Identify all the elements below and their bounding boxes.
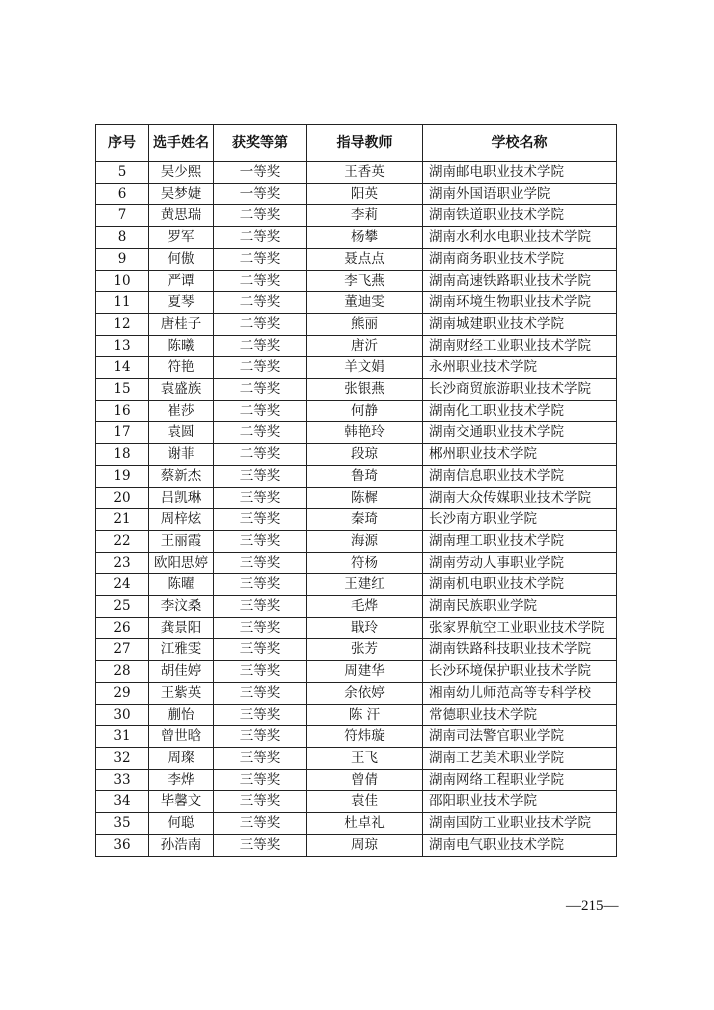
contestant-name: 蒯怡 bbox=[149, 704, 214, 726]
contestant-name: 陈曜 bbox=[149, 574, 214, 596]
table-row bbox=[96, 661, 617, 683]
row-number: 24 bbox=[96, 574, 149, 596]
school-name: 邵阳职业技术学院 bbox=[423, 791, 617, 813]
contestant-name: 周璨 bbox=[149, 747, 214, 769]
instructor-name: 唐沂 bbox=[307, 335, 423, 357]
contestant-name: 陈曦 bbox=[149, 335, 214, 357]
award-level: 二等奖 bbox=[214, 248, 307, 270]
table-row bbox=[96, 791, 617, 813]
instructor-name: 戢玲 bbox=[307, 617, 423, 639]
header-contestant-name: 选手姓名 bbox=[149, 125, 214, 162]
table-row bbox=[96, 704, 617, 726]
table-row bbox=[96, 487, 617, 509]
school-name: 湖南外国语职业学院 bbox=[423, 183, 617, 205]
table-row bbox=[96, 400, 617, 422]
contestant-name: 李烨 bbox=[149, 769, 214, 791]
row-number: 19 bbox=[96, 465, 149, 487]
award-level: 三等奖 bbox=[214, 661, 307, 683]
award-level: 二等奖 bbox=[214, 335, 307, 357]
row-number: 7 bbox=[96, 205, 149, 227]
row-number: 12 bbox=[96, 313, 149, 335]
award-level: 二等奖 bbox=[214, 422, 307, 444]
school-name: 湖南环境生物职业技术学院 bbox=[423, 292, 617, 314]
table-row bbox=[96, 682, 617, 704]
contestant-name: 吕凯琳 bbox=[149, 487, 214, 509]
awards-table bbox=[95, 124, 617, 857]
table-row bbox=[96, 292, 617, 314]
row-number: 31 bbox=[96, 726, 149, 748]
school-name: 湖南理工职业技术学院 bbox=[423, 530, 617, 552]
award-level: 三等奖 bbox=[214, 791, 307, 813]
instructor-name: 符炜璇 bbox=[307, 726, 423, 748]
instructor-name: 海源 bbox=[307, 530, 423, 552]
row-number: 21 bbox=[96, 509, 149, 531]
instructor-name: 董迪雯 bbox=[307, 292, 423, 314]
instructor-name: 周琼 bbox=[307, 834, 423, 856]
school-name: 湖南邮电职业技术学院 bbox=[423, 162, 617, 184]
award-level: 三等奖 bbox=[214, 552, 307, 574]
row-number: 28 bbox=[96, 661, 149, 683]
row-number: 5 bbox=[96, 162, 149, 184]
row-number: 22 bbox=[96, 530, 149, 552]
instructor-name: 段琼 bbox=[307, 444, 423, 466]
school-name: 湖南高速铁路职业技术学院 bbox=[423, 270, 617, 292]
award-level: 三等奖 bbox=[214, 639, 307, 661]
page-number: —215— bbox=[566, 898, 619, 914]
row-number: 8 bbox=[96, 227, 149, 249]
instructor-name: 杜卓礼 bbox=[307, 813, 423, 835]
row-number: 16 bbox=[96, 400, 149, 422]
award-level: 三等奖 bbox=[214, 769, 307, 791]
table-row bbox=[96, 248, 617, 270]
school-name: 湖南电气职业技术学院 bbox=[423, 834, 617, 856]
award-level: 三等奖 bbox=[214, 682, 307, 704]
row-number: 32 bbox=[96, 747, 149, 769]
table-row bbox=[96, 834, 617, 856]
contestant-name: 崔莎 bbox=[149, 400, 214, 422]
instructor-name: 何静 bbox=[307, 400, 423, 422]
instructor-name: 王飞 bbox=[307, 747, 423, 769]
award-level: 二等奖 bbox=[214, 270, 307, 292]
contestant-name: 孙浩南 bbox=[149, 834, 214, 856]
row-number: 26 bbox=[96, 617, 149, 639]
instructor-name: 符杨 bbox=[307, 552, 423, 574]
table-row bbox=[96, 639, 617, 661]
row-number: 36 bbox=[96, 834, 149, 856]
school-name: 湖南交通职业技术学院 bbox=[423, 422, 617, 444]
table-row bbox=[96, 726, 617, 748]
instructor-name: 李莉 bbox=[307, 205, 423, 227]
contestant-name: 何聪 bbox=[149, 813, 214, 835]
contestant-name: 蔡新杰 bbox=[149, 465, 214, 487]
row-number: 33 bbox=[96, 769, 149, 791]
row-number: 29 bbox=[96, 682, 149, 704]
table-row bbox=[96, 227, 617, 249]
instructor-name: 陈樨 bbox=[307, 487, 423, 509]
instructor-name: 韩艳玲 bbox=[307, 422, 423, 444]
award-level: 三等奖 bbox=[214, 704, 307, 726]
header-number: 序号 bbox=[96, 125, 149, 162]
table-row bbox=[96, 422, 617, 444]
award-level: 一等奖 bbox=[214, 183, 307, 205]
table-row bbox=[96, 574, 617, 596]
table-row bbox=[96, 205, 617, 227]
instructor-name: 聂点点 bbox=[307, 248, 423, 270]
instructor-name: 羊文娟 bbox=[307, 357, 423, 379]
row-number: 9 bbox=[96, 248, 149, 270]
table-row bbox=[96, 270, 617, 292]
contestant-name: 何傲 bbox=[149, 248, 214, 270]
award-level: 三等奖 bbox=[214, 834, 307, 856]
header-instructor: 指导教师 bbox=[307, 125, 423, 162]
contestant-name: 毕馨文 bbox=[149, 791, 214, 813]
row-number: 15 bbox=[96, 379, 149, 401]
contestant-name: 曾世晗 bbox=[149, 726, 214, 748]
header-row bbox=[96, 125, 617, 162]
table-row bbox=[96, 617, 617, 639]
award-level: 二等奖 bbox=[214, 227, 307, 249]
school-name: 郴州职业技术学院 bbox=[423, 444, 617, 466]
award-level: 二等奖 bbox=[214, 313, 307, 335]
instructor-name: 陈 汗 bbox=[307, 704, 423, 726]
instructor-name: 毛烨 bbox=[307, 596, 423, 618]
instructor-name: 曾倩 bbox=[307, 769, 423, 791]
table-row bbox=[96, 747, 617, 769]
row-number: 10 bbox=[96, 270, 149, 292]
contestant-name: 胡佳婷 bbox=[149, 661, 214, 683]
school-name: 湖南网络工程职业学院 bbox=[423, 769, 617, 791]
award-level: 二等奖 bbox=[214, 379, 307, 401]
school-name: 永州职业技术学院 bbox=[423, 357, 617, 379]
contestant-name: 符艳 bbox=[149, 357, 214, 379]
instructor-name: 熊丽 bbox=[307, 313, 423, 335]
table-row bbox=[96, 162, 617, 184]
header-award-level: 获奖等第 bbox=[214, 125, 307, 162]
award-level: 三等奖 bbox=[214, 487, 307, 509]
table-header bbox=[96, 125, 617, 162]
table-row bbox=[96, 444, 617, 466]
instructor-name: 王建红 bbox=[307, 574, 423, 596]
awards-table-container bbox=[95, 124, 616, 857]
school-name: 湖南大众传媒职业技术学院 bbox=[423, 487, 617, 509]
school-name: 湖南机电职业技术学院 bbox=[423, 574, 617, 596]
school-name: 湖南水利水电职业技术学院 bbox=[423, 227, 617, 249]
award-level: 三等奖 bbox=[214, 574, 307, 596]
row-number: 13 bbox=[96, 335, 149, 357]
instructor-name: 秦琦 bbox=[307, 509, 423, 531]
school-name: 长沙南方职业学院 bbox=[423, 509, 617, 531]
contestant-name: 袁盛族 bbox=[149, 379, 214, 401]
award-level: 三等奖 bbox=[214, 813, 307, 835]
instructor-name: 阳英 bbox=[307, 183, 423, 205]
award-level: 二等奖 bbox=[214, 292, 307, 314]
table-row bbox=[96, 596, 617, 618]
award-level: 三等奖 bbox=[214, 530, 307, 552]
award-level: 三等奖 bbox=[214, 465, 307, 487]
award-level: 三等奖 bbox=[214, 596, 307, 618]
award-level: 二等奖 bbox=[214, 444, 307, 466]
award-level: 三等奖 bbox=[214, 509, 307, 531]
school-name: 湖南财经工业职业技术学院 bbox=[423, 335, 617, 357]
award-level: 二等奖 bbox=[214, 400, 307, 422]
contestant-name: 李汶桑 bbox=[149, 596, 214, 618]
table-row bbox=[96, 379, 617, 401]
contestant-name: 黄思瑞 bbox=[149, 205, 214, 227]
instructor-name: 张银燕 bbox=[307, 379, 423, 401]
school-name: 长沙商贸旅游职业技术学院 bbox=[423, 379, 617, 401]
school-name: 湖南铁路科技职业技术学院 bbox=[423, 639, 617, 661]
row-number: 23 bbox=[96, 552, 149, 574]
instructor-name: 李飞燕 bbox=[307, 270, 423, 292]
school-name: 湘南幼儿师范高等专科学校 bbox=[423, 682, 617, 704]
row-number: 34 bbox=[96, 791, 149, 813]
contestant-name: 周梓炫 bbox=[149, 509, 214, 531]
table-body bbox=[96, 162, 617, 857]
school-name: 长沙环境保护职业技术学院 bbox=[423, 661, 617, 683]
award-level: 二等奖 bbox=[214, 205, 307, 227]
row-number: 25 bbox=[96, 596, 149, 618]
contestant-name: 夏琴 bbox=[149, 292, 214, 314]
school-name: 湖南城建职业技术学院 bbox=[423, 313, 617, 335]
header-school-name: 学校名称 bbox=[423, 125, 617, 162]
table-row bbox=[96, 183, 617, 205]
row-number: 35 bbox=[96, 813, 149, 835]
instructor-name: 余依婷 bbox=[307, 682, 423, 704]
table-row bbox=[96, 813, 617, 835]
row-number: 27 bbox=[96, 639, 149, 661]
school-name: 湖南司法警官职业学院 bbox=[423, 726, 617, 748]
school-name: 湖南信息职业技术学院 bbox=[423, 465, 617, 487]
instructor-name: 王香英 bbox=[307, 162, 423, 184]
contestant-name: 龚景阳 bbox=[149, 617, 214, 639]
school-name: 湖南民族职业学院 bbox=[423, 596, 617, 618]
award-level: 三等奖 bbox=[214, 617, 307, 639]
school-name: 湖南工艺美术职业学院 bbox=[423, 747, 617, 769]
contestant-name: 严谭 bbox=[149, 270, 214, 292]
school-name: 湖南劳动人事职业学院 bbox=[423, 552, 617, 574]
award-level: 三等奖 bbox=[214, 747, 307, 769]
row-number: 18 bbox=[96, 444, 149, 466]
row-number: 17 bbox=[96, 422, 149, 444]
table-row bbox=[96, 313, 617, 335]
contestant-name: 王紫英 bbox=[149, 682, 214, 704]
table-row bbox=[96, 509, 617, 531]
instructor-name: 张芳 bbox=[307, 639, 423, 661]
school-name: 常德职业技术学院 bbox=[423, 704, 617, 726]
contestant-name: 王丽霞 bbox=[149, 530, 214, 552]
row-number: 30 bbox=[96, 704, 149, 726]
contestant-name: 谢菲 bbox=[149, 444, 214, 466]
table-row bbox=[96, 465, 617, 487]
school-name: 湖南铁道职业技术学院 bbox=[423, 205, 617, 227]
row-number: 14 bbox=[96, 357, 149, 379]
contestant-name: 江雅雯 bbox=[149, 639, 214, 661]
award-level: 三等奖 bbox=[214, 726, 307, 748]
contestant-name: 罗军 bbox=[149, 227, 214, 249]
school-name: 张家界航空工业职业技术学院 bbox=[423, 617, 617, 639]
table-row bbox=[96, 552, 617, 574]
award-level: 二等奖 bbox=[214, 357, 307, 379]
school-name: 湖南化工职业技术学院 bbox=[423, 400, 617, 422]
contestant-name: 袁圆 bbox=[149, 422, 214, 444]
table-row bbox=[96, 335, 617, 357]
contestant-name: 吴梦婕 bbox=[149, 183, 214, 205]
contestant-name: 吴少熙 bbox=[149, 162, 214, 184]
table-row bbox=[96, 357, 617, 379]
school-name: 湖南商务职业技术学院 bbox=[423, 248, 617, 270]
award-level: 一等奖 bbox=[214, 162, 307, 184]
school-name: 湖南国防工业职业技术学院 bbox=[423, 813, 617, 835]
instructor-name: 周建华 bbox=[307, 661, 423, 683]
table-row bbox=[96, 769, 617, 791]
contestant-name: 唐桂子 bbox=[149, 313, 214, 335]
instructor-name: 鲁琦 bbox=[307, 465, 423, 487]
row-number: 20 bbox=[96, 487, 149, 509]
table-row bbox=[96, 530, 617, 552]
row-number: 6 bbox=[96, 183, 149, 205]
instructor-name: 袁佳 bbox=[307, 791, 423, 813]
row-number: 11 bbox=[96, 292, 149, 314]
instructor-name: 杨攀 bbox=[307, 227, 423, 249]
contestant-name: 欧阳思婷 bbox=[149, 552, 214, 574]
